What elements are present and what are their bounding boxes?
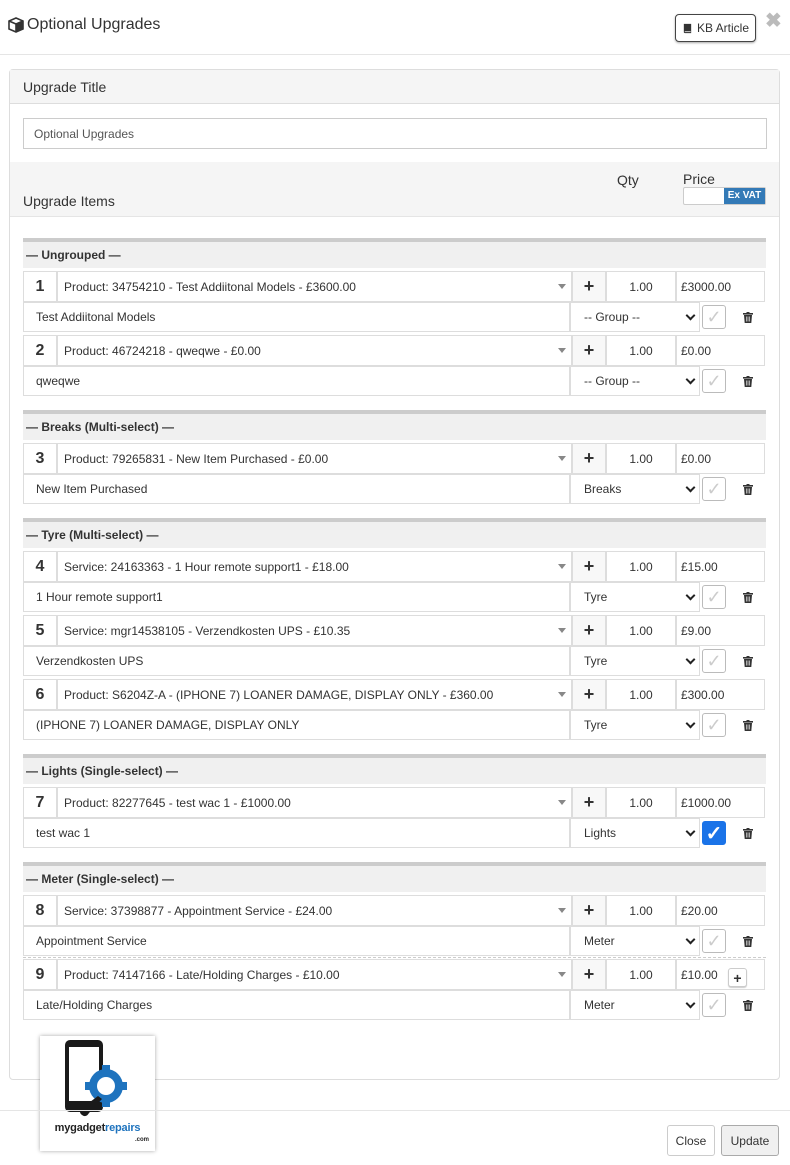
- qty-input[interactable]: 1.00: [606, 959, 676, 990]
- divider: [23, 957, 766, 958]
- group-select[interactable]: [570, 582, 700, 612]
- item-group: [23, 518, 766, 740]
- trash-icon: [743, 312, 753, 323]
- upgrade-item-row: [23, 612, 766, 676]
- description-input[interactable]: Late/Holding Charges: [23, 990, 570, 1020]
- chevron-down-icon: [686, 591, 696, 601]
- checkmark-icon: ✓: [705, 822, 723, 845]
- logo-wordmark: mygadgetrepairs: [54, 1122, 141, 1134]
- product-select[interactable]: [57, 443, 572, 474]
- add-product-button[interactable]: [572, 895, 606, 926]
- plus-icon: +: [583, 340, 595, 360]
- product-select-value: Product: 82277645 - test wac 1 - £1000.00: [64, 795, 291, 810]
- dropdown-caret-icon: [558, 564, 566, 569]
- qty-input[interactable]: 1.00: [606, 679, 676, 710]
- qty-input[interactable]: 1.00: [606, 443, 676, 474]
- upgrade-item-row: [23, 332, 766, 396]
- group-select[interactable]: [570, 710, 700, 740]
- kb-article-button[interactable]: [675, 14, 756, 42]
- qty-input[interactable]: 1.00: [606, 335, 676, 366]
- description-input[interactable]: Verzendkosten UPS: [23, 646, 570, 676]
- upgrade-item-row: [23, 892, 766, 956]
- group-select[interactable]: [570, 646, 700, 676]
- trash-icon: [743, 376, 753, 387]
- group-select-value: Tyre: [584, 654, 608, 668]
- add-product-button[interactable]: [572, 787, 606, 818]
- price-input[interactable]: £20.00: [676, 895, 765, 926]
- plus-icon: +: [583, 556, 595, 576]
- item-checkbox[interactable]: [702, 649, 726, 673]
- qty-input[interactable]: 1.00: [606, 271, 676, 302]
- upgrade-title-input[interactable]: [23, 118, 767, 149]
- chevron-down-icon: [686, 935, 696, 945]
- trash-icon: [743, 936, 753, 947]
- group-heading: — Ungrouped —: [23, 242, 766, 268]
- dropdown-caret-icon: [558, 692, 566, 697]
- add-product-button[interactable]: [572, 551, 606, 582]
- dropdown-caret-icon: [558, 800, 566, 805]
- items-label: Upgrade Items: [23, 193, 115, 209]
- plus-icon: +: [583, 276, 595, 296]
- item-number: 8: [23, 895, 57, 926]
- group-heading: — Meter (Single-select) —: [23, 866, 766, 892]
- price-input[interactable]: £0.00: [676, 443, 765, 474]
- product-select-value: Service: mgr14538105 - Verzendkosten UPS - £10.35: [64, 623, 351, 638]
- modal-title: Optional Upgrades: [27, 16, 161, 33]
- checkmark-icon: ✓: [706, 650, 722, 671]
- plus-icon: +: [583, 448, 595, 468]
- dropdown-caret-icon: [558, 972, 566, 977]
- panel-heading: [10, 70, 779, 104]
- delete-item-button[interactable]: [731, 366, 765, 396]
- group-select-value: Meter: [584, 934, 615, 948]
- plus-icon: +: [733, 969, 742, 986]
- group-select[interactable]: [570, 474, 700, 504]
- upgrade-item-row: [23, 440, 766, 504]
- group-select-value: Tyre: [584, 718, 608, 732]
- item-number: 7: [23, 787, 57, 818]
- checkmark-icon: ✓: [706, 586, 722, 607]
- trash-icon: [743, 484, 753, 495]
- company-logo: [40, 1036, 155, 1151]
- plus-icon: +: [583, 620, 595, 640]
- upgrade-item-row: [23, 676, 766, 740]
- item-checkbox[interactable]: [702, 585, 726, 609]
- item-checkbox[interactable]: [702, 929, 726, 953]
- description-input[interactable]: (IPHONE 7) LOANER DAMAGE, DISPLAY ONLY: [23, 710, 570, 740]
- vat-toggle-label: Ex VAT: [724, 188, 765, 204]
- product-select[interactable]: [57, 335, 572, 366]
- price-input[interactable]: £10.00: [676, 959, 765, 990]
- product-select-value: Product: 46724218 - qweqwe - £0.00: [64, 343, 261, 358]
- group-heading: — Lights (Single-select) —: [23, 758, 766, 784]
- book-icon: [682, 23, 693, 34]
- price-input[interactable]: £15.00: [676, 551, 765, 582]
- plus-icon: +: [583, 964, 595, 984]
- plus-icon: +: [583, 684, 595, 704]
- add-product-button[interactable]: [572, 443, 606, 474]
- plus-icon: +: [583, 900, 595, 920]
- price-input[interactable]: £0.00: [676, 335, 765, 366]
- description-input[interactable]: Appointment Service: [23, 926, 570, 956]
- item-number: 3: [23, 443, 57, 474]
- qty-input[interactable]: 1.00: [606, 787, 676, 818]
- trash-icon: [743, 1000, 753, 1011]
- item-number: 6: [23, 679, 57, 710]
- group-select-value: Tyre: [584, 590, 608, 604]
- price-column-label: Price: [683, 171, 715, 187]
- item-number: 1: [23, 271, 57, 302]
- group-select[interactable]: [570, 818, 700, 848]
- description-input[interactable]: Test Addiitonal Models: [23, 302, 570, 332]
- product-select-value: Product: S6204Z-A - (IPHONE 7) LOANER DAMAGE, DISPLAY ONLY - £360.00: [64, 687, 494, 702]
- checkmark-icon: ✓: [706, 306, 722, 327]
- product-select-value: Service: 24163363 - 1 Hour remote support1 - £18.00: [64, 559, 349, 574]
- description-input[interactable]: qweqwe: [23, 366, 570, 396]
- chevron-down-icon: [686, 311, 696, 321]
- delete-item-button[interactable]: [731, 474, 765, 504]
- dropdown-caret-icon: [558, 348, 566, 353]
- add-product-button[interactable]: [572, 615, 606, 646]
- product-select-value: Product: 34754210 - Test Addiitonal Models - £3600.00: [64, 279, 356, 294]
- upgrade-item-row: [23, 784, 766, 848]
- checkmark-icon: ✓: [706, 930, 722, 951]
- qty-input[interactable]: 1.00: [606, 551, 676, 582]
- group-select-value: Lights: [584, 826, 617, 840]
- plus-icon: +: [583, 792, 595, 812]
- item-group: [23, 754, 766, 848]
- modal-footer: [0, 1110, 790, 1111]
- item-checkbox[interactable]: [702, 477, 726, 501]
- price-input[interactable]: £300.00: [676, 679, 765, 710]
- description-input[interactable]: New Item Purchased: [23, 474, 570, 504]
- product-select[interactable]: [57, 895, 572, 926]
- items-heading: [10, 162, 779, 217]
- chevron-down-icon: [686, 375, 696, 385]
- group-select[interactable]: [570, 302, 700, 332]
- trash-icon: [743, 720, 753, 731]
- chevron-down-icon: [686, 483, 696, 493]
- description-input[interactable]: 1 Hour remote support1: [23, 582, 570, 612]
- item-number: 5: [23, 615, 57, 646]
- group-heading: — Tyre (Multi-select) —: [23, 522, 766, 548]
- kb-article-label: KB Article: [696, 21, 750, 35]
- logo-graphic: [40, 1036, 155, 1121]
- trash-icon: [743, 656, 753, 667]
- checkmark-icon: ✓: [706, 714, 722, 735]
- panel-title: Upgrade Title: [23, 79, 107, 95]
- item-checkbox[interactable]: [702, 369, 726, 393]
- trash-icon: [743, 592, 753, 603]
- upgrade-item-row: [23, 548, 766, 612]
- group-select[interactable]: [570, 990, 700, 1020]
- group-select-value: -- Group --: [584, 310, 641, 324]
- close-button[interactable]: Close: [667, 1125, 715, 1156]
- checkmark-icon: ✓: [706, 370, 722, 391]
- delete-item-button[interactable]: [731, 990, 765, 1020]
- upgrade-item-row: [23, 268, 766, 332]
- item-group: [23, 238, 766, 396]
- upgrade-item-row: [23, 956, 766, 1020]
- product-select[interactable]: [57, 959, 572, 990]
- delete-item-button[interactable]: [731, 302, 765, 332]
- close-icon[interactable]: ✖: [765, 10, 782, 32]
- delete-item-button[interactable]: [731, 646, 765, 676]
- item-number: 9: [23, 959, 57, 990]
- delete-item-button[interactable]: [731, 926, 765, 956]
- product-select-value: Service: 37398877 - Appointment Service - £24.00: [64, 903, 333, 918]
- chevron-down-icon: [686, 827, 696, 837]
- item-checkbox[interactable]: [702, 305, 726, 329]
- dropdown-caret-icon: [558, 456, 566, 461]
- add-item-button[interactable]: [728, 968, 747, 987]
- group-select-value: Meter: [584, 998, 615, 1012]
- product-select[interactable]: [57, 787, 572, 818]
- checkmark-icon: ✓: [706, 478, 722, 499]
- product-select[interactable]: [57, 679, 572, 710]
- group-select[interactable]: [570, 926, 700, 956]
- checkmark-icon: ✓: [706, 994, 722, 1015]
- item-group: [23, 862, 766, 1020]
- product-select[interactable]: [57, 615, 572, 646]
- update-button[interactable]: Update: [721, 1125, 779, 1156]
- vat-toggle[interactable]: [683, 187, 766, 205]
- dropdown-caret-icon: [558, 284, 566, 289]
- modal-header: [0, 0, 790, 55]
- add-product-button[interactable]: [572, 335, 606, 366]
- delete-item-button[interactable]: [731, 710, 765, 740]
- chevron-down-icon: [686, 655, 696, 665]
- group-select-value: Breaks: [584, 482, 622, 496]
- dropdown-caret-icon: [558, 908, 566, 913]
- price-input[interactable]: £3000.00: [676, 271, 765, 302]
- product-select-value: Product: 79265831 - New Item Purchased - £0.00: [64, 451, 329, 466]
- add-product-button[interactable]: [572, 271, 606, 302]
- item-number: 4: [23, 551, 57, 582]
- item-checkbox[interactable]: [702, 713, 726, 737]
- cube-icon: [8, 17, 24, 33]
- qty-input[interactable]: 1.00: [606, 895, 676, 926]
- price-input[interactable]: £9.00: [676, 615, 765, 646]
- group-select-value: -- Group --: [584, 374, 641, 388]
- delete-item-button[interactable]: [731, 582, 765, 612]
- price-input[interactable]: £1000.00: [676, 787, 765, 818]
- item-group: [23, 410, 766, 504]
- qty-input[interactable]: 1.00: [606, 615, 676, 646]
- product-select[interactable]: [57, 271, 572, 302]
- group-heading: — Breaks (Multi-select) —: [23, 414, 766, 440]
- delete-item-button[interactable]: [731, 818, 765, 848]
- add-product-button[interactable]: [572, 959, 606, 990]
- item-number: 2: [23, 335, 57, 366]
- description-input[interactable]: test wac 1: [23, 818, 570, 848]
- group-select[interactable]: [570, 366, 700, 396]
- item-checkbox[interactable]: [702, 993, 726, 1017]
- dropdown-caret-icon: [558, 628, 566, 633]
- qty-column-label: Qty: [617, 172, 639, 188]
- trash-icon: [743, 828, 753, 839]
- product-select[interactable]: [57, 551, 572, 582]
- item-checkbox[interactable]: [702, 821, 726, 845]
- chevron-down-icon: [686, 719, 696, 729]
- chevron-down-icon: [686, 999, 696, 1009]
- add-product-button[interactable]: [572, 679, 606, 710]
- product-select-value: Product: 74147166 - Late/Holding Charges - £10.00: [64, 967, 340, 982]
- logo-domain: .com: [135, 1137, 150, 1143]
